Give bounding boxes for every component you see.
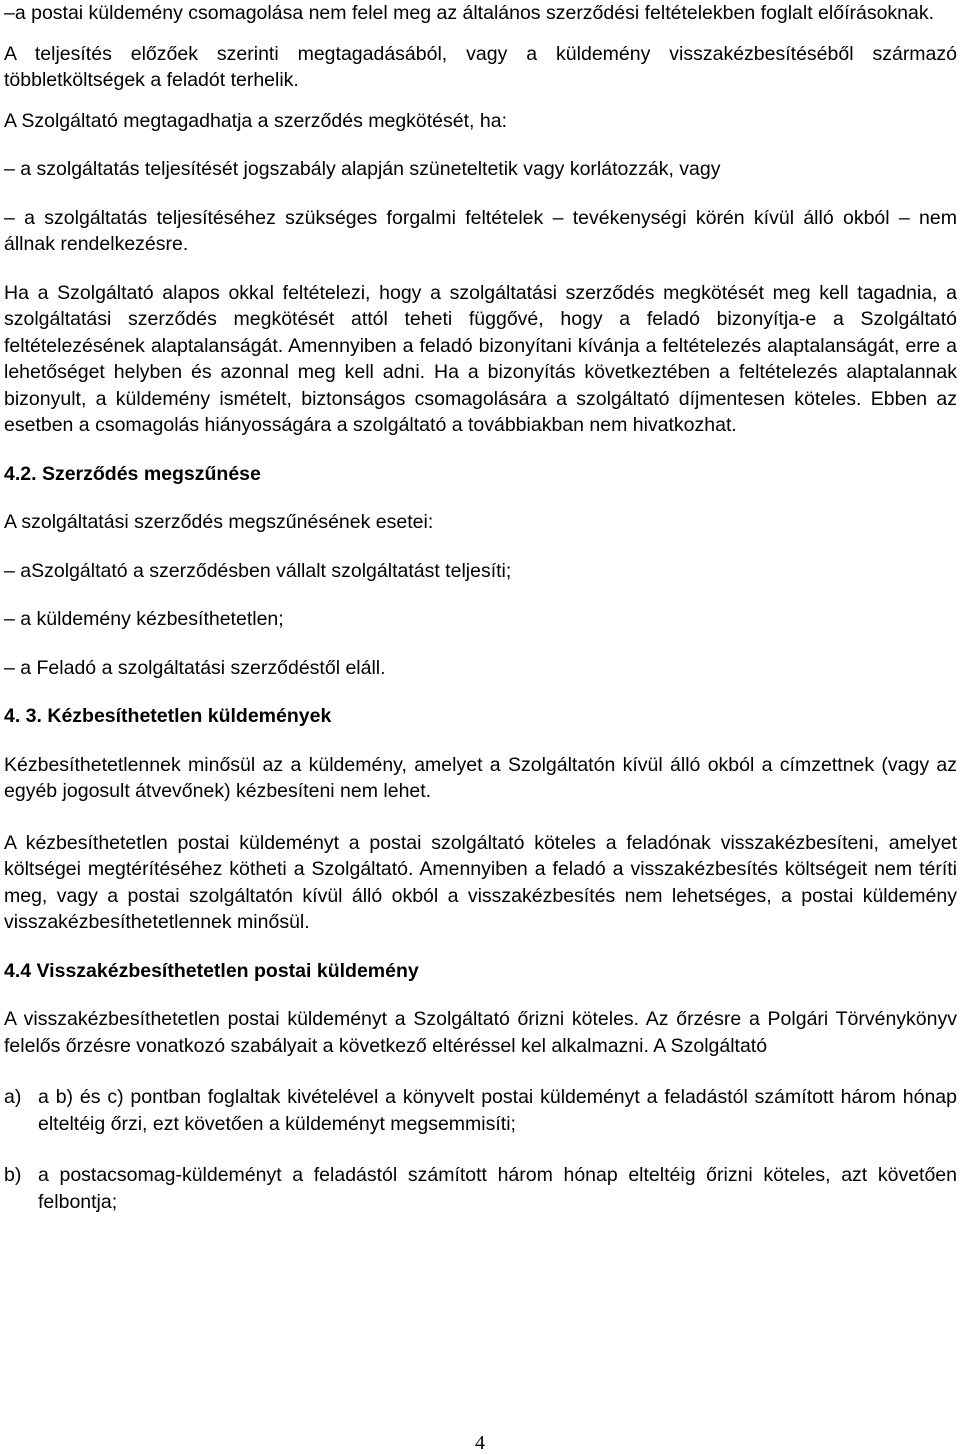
- list-item-text: a postacsomag-küldeményt a feladástól számított három hónap elteltéig őrizni köteles, azt követően felbontja;: [38, 1164, 957, 1213]
- list-item: [4, 1162, 957, 1215]
- paragraph-refusal-condition-2: – a szolgáltatás teljesítéséhez szükséges forgalmi feltételek – tevékenységi körén kívül álló okból – nem állnak rendelkezésre.: [4, 206, 957, 255]
- section-4-2-item: – a küldemény kézbesíthetetlen;: [4, 608, 284, 630]
- page-number: 4: [475, 1432, 485, 1454]
- section-4-3-paragraph-1: Kézbesíthetetlennek minősül az a küldemény, amelyet a Szolgáltatón kívül álló okból a címzettnek (vagy az egyéb jogosult átvevőnek) kézbesíteni nem lehet.: [4, 753, 957, 802]
- paragraph-refusal-condition-1: – a szolgáltatás teljesítését jogszabály alapján szüneteltetik vagy korlátozzák, vagy: [4, 158, 721, 180]
- section-4-3-paragraph-2: A kézbesíthetetlen postai küldeményt a postai szolgáltató köteles a feladónak visszakézbesíteni, amelyet költségei megtérítéséhez kötheti a Szolgáltató. Amennyiben a feladó a visszakézbesítés költségeit nem téríti meg, vagy a postai szolgáltatón kívül álló okból a visszakézbesítés nem lehetséges, a postai küldemény visszakézbesíthetetlennek minősül.: [4, 831, 957, 933]
- section-4-2-item: – a Feladó a szolgáltatási szerződéstől eláll.: [4, 656, 386, 679]
- section-heading-4-4: 4.4 Visszakézbesíthetetlen postai küldemény: [4, 959, 419, 982]
- section-4-4-paragraph-1: A visszakézbesíthetetlen postai küldeményt a Szolgáltató őrizni köteles. Az őrzésre a Polgári Törvénykönyv felelős őrzésre vonatkozó szabályait a következő eltéréssel kel alkalmazni. A Szolgáltató: [4, 1008, 957, 1057]
- list-item-marker: a): [4, 1086, 22, 1108]
- list-item: [4, 1084, 957, 1137]
- section-heading-4-2: 4.2. Szerződés megszűnése: [4, 462, 261, 485]
- list-item-marker: b): [4, 1164, 22, 1186]
- paragraph-refusal-intro: A Szolgáltató megtagadhatja a szerződés megkötését, ha:: [4, 109, 507, 132]
- document-page: [4, 0, 957, 1215]
- section-4-2-intro: A szolgáltatási szerződés megszűnésének esetei:: [4, 511, 434, 533]
- paragraph-proof-of-packaging: Ha a Szolgáltató alapos okkal feltételezi, hogy a szolgáltatási szerződés megkötését meg kell tagadnia, a szolgáltatási szerződés megkötését attól teheti függővé, hogy a feladó bizonyítja-e a Szolgáltató feltételezésének alaptalanságát. Amennyiben a feladó bizonyítani kívánja a feltételezés alaptalanságát, erre a lehetőséget helyben és azonnal meg kell adni. Ha a bizonyítás következtében a feltételezés alaptalannak bizonyult, a küldemény ismételt, biztonságos csomagolására a szolgáltató díjmentesen köteles. Ebben az esetben a csomagolás hiányosságára a szolgáltató a továbbiakban nem hivatkozhat.: [4, 281, 957, 436]
- section-4-2-item: – aSzolgáltató a szerződésben vállalt szolgáltatást teljesíti;: [4, 559, 512, 582]
- paragraph-extra-costs: A teljesítés előzőek szerinti megtagadásából, vagy a küldemény visszakézbesítéséből származó többletköltségek a feladót terhelik.: [4, 42, 957, 91]
- list-item-text: a b) és c) pontban foglaltak kivételével a könyvelt postai küldeményt a feladástól számított három hónap elteltéig őrzi, ezt követően a küldeményt megsemmisíti;: [38, 1086, 957, 1135]
- paragraph-packaging-condition: –a postai küldemény csomagolása nem felel meg az általános szerződési feltételekben foglalt előírásoknak.: [4, 2, 935, 24]
- section-heading-4-3: 4. 3. Kézbesíthetetlen küldemények: [4, 705, 332, 727]
